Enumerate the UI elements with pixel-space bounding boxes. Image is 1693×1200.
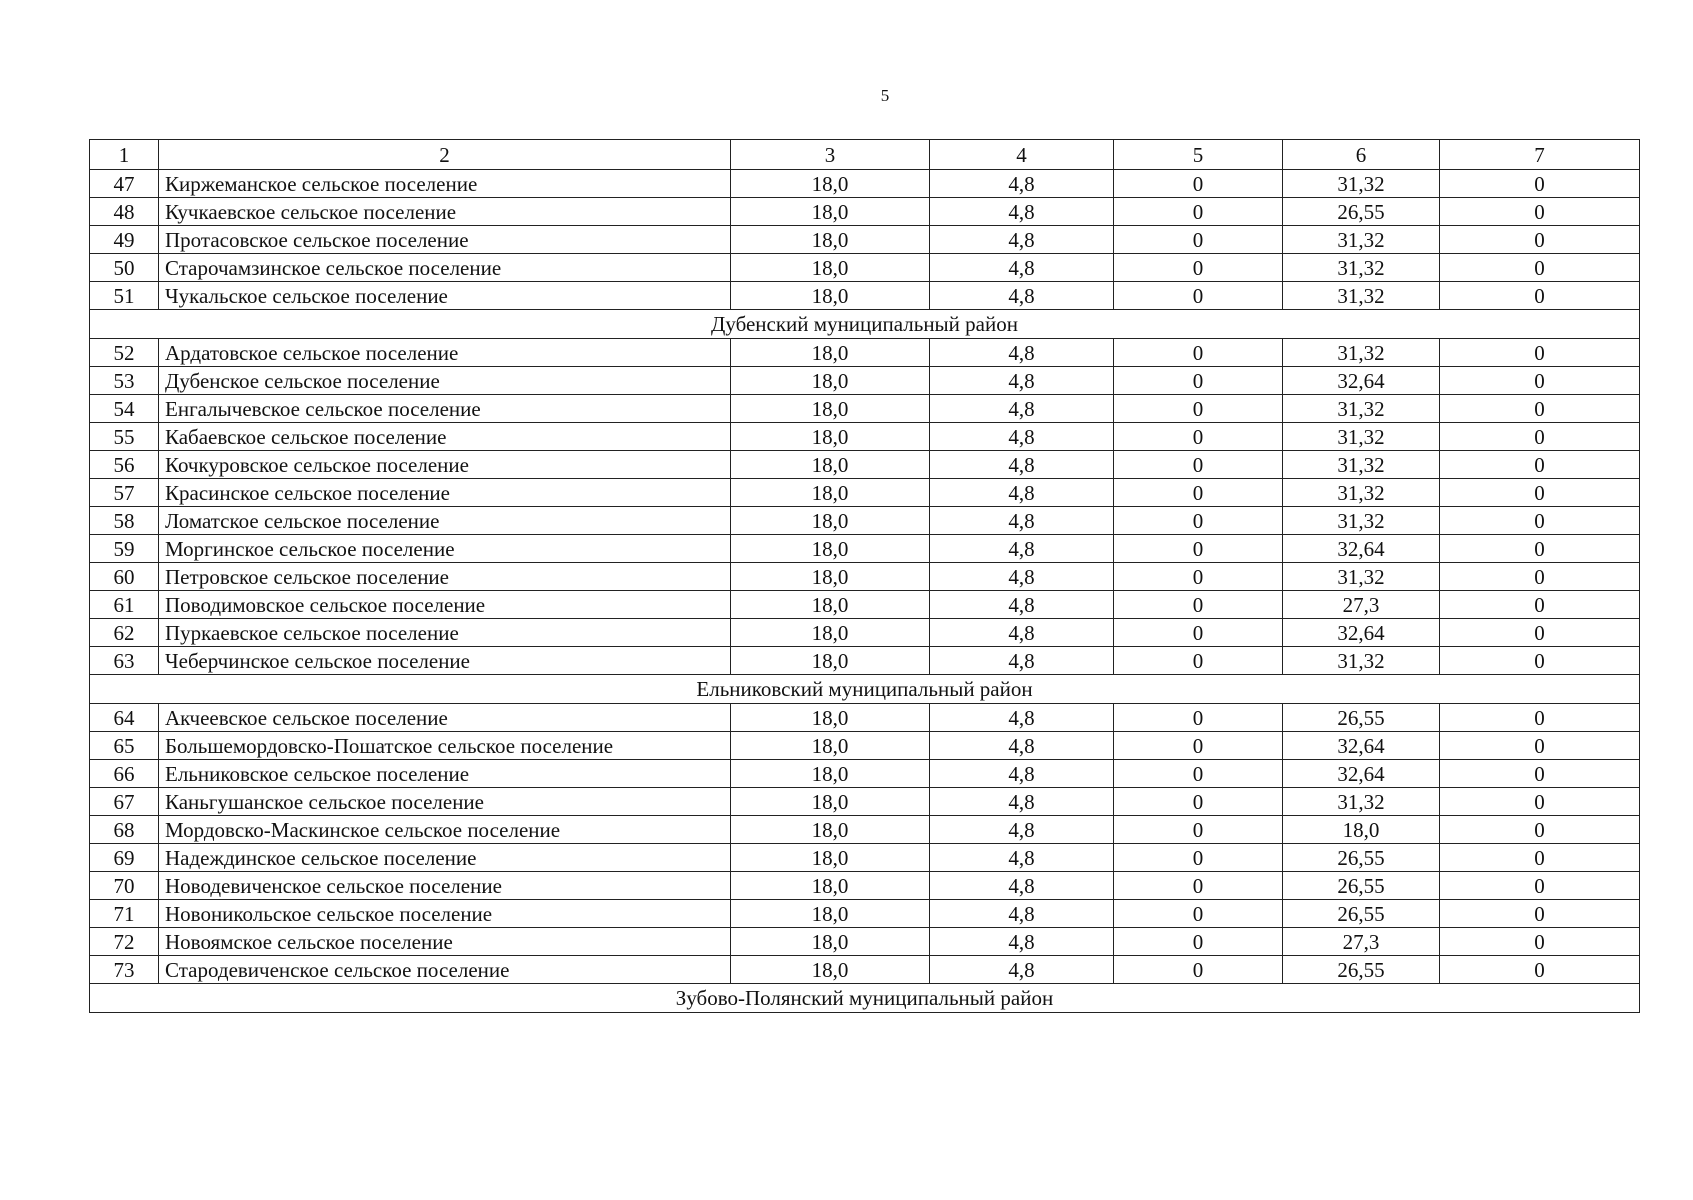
section-title: Ельниковский муниципальный район [90, 675, 1640, 704]
col5-value: 0 [1114, 704, 1283, 732]
col5-value: 0 [1114, 872, 1283, 900]
col6-value: 31,32 [1283, 339, 1440, 367]
row-number: 49 [90, 226, 159, 254]
col4-value: 4,8 [930, 928, 1114, 956]
row-number: 47 [90, 170, 159, 198]
table-row [90, 956, 1640, 984]
col7-value: 0 [1440, 535, 1640, 563]
col6-value: 32,64 [1283, 732, 1440, 760]
col6-value: 32,64 [1283, 619, 1440, 647]
col7-value: 0 [1440, 198, 1640, 226]
col4-value: 4,8 [930, 956, 1114, 984]
col3-value: 18,0 [731, 339, 930, 367]
col3-value: 18,0 [731, 395, 930, 423]
row-number: 53 [90, 367, 159, 395]
table-row [90, 900, 1640, 928]
row-number: 69 [90, 844, 159, 872]
row-number: 66 [90, 760, 159, 788]
col7-value: 0 [1440, 844, 1640, 872]
settlement-name: Стародевиченское сельское поселение [159, 956, 731, 984]
col4-value: 4,8 [930, 704, 1114, 732]
row-number: 48 [90, 198, 159, 226]
col5-value: 0 [1114, 619, 1283, 647]
table-row [90, 816, 1640, 844]
col3-value: 18,0 [731, 535, 930, 563]
col5-value: 0 [1114, 198, 1283, 226]
table-row [90, 844, 1640, 872]
row-number: 64 [90, 704, 159, 732]
col6-value: 26,55 [1283, 844, 1440, 872]
row-number: 67 [90, 788, 159, 816]
col5-value: 0 [1114, 535, 1283, 563]
col4-value: 4,8 [930, 254, 1114, 282]
table-row [90, 282, 1640, 310]
col6-value: 32,64 [1283, 535, 1440, 563]
settlement-name: Новодевиченское сельское поселение [159, 872, 731, 900]
col7-value: 0 [1440, 591, 1640, 619]
col7-value: 0 [1440, 170, 1640, 198]
column-header-row [90, 140, 1640, 170]
col5-value: 0 [1114, 226, 1283, 254]
col7-value: 0 [1440, 563, 1640, 591]
col4-value: 4,8 [930, 732, 1114, 760]
col6-value: 27,3 [1283, 591, 1440, 619]
table-row [90, 170, 1640, 198]
table-row [90, 507, 1640, 535]
col4-value: 4,8 [930, 872, 1114, 900]
data-table [89, 139, 1640, 1013]
settlement-name: Чукальское сельское поселение [159, 282, 731, 310]
col6-value: 26,55 [1283, 900, 1440, 928]
col7-value: 0 [1440, 872, 1640, 900]
col7-value: 0 [1440, 619, 1640, 647]
table-row [90, 732, 1640, 760]
col5-value: 0 [1114, 732, 1283, 760]
col5-value: 0 [1114, 423, 1283, 451]
col5-value: 0 [1114, 339, 1283, 367]
settlement-name: Большемордовско-Пошатское сельское поселение [159, 732, 731, 760]
row-number: 65 [90, 732, 159, 760]
col4-value: 4,8 [930, 507, 1114, 535]
col3-value: 18,0 [731, 788, 930, 816]
row-number: 60 [90, 563, 159, 591]
col6-value: 31,32 [1283, 788, 1440, 816]
col5-value: 0 [1114, 928, 1283, 956]
column-header: 6 [1283, 140, 1440, 170]
col7-value: 0 [1440, 507, 1640, 535]
row-number: 72 [90, 928, 159, 956]
section-header-row [90, 675, 1640, 704]
settlement-name: Кабаевское сельское поселение [159, 423, 731, 451]
settlement-name: Новоямское сельское поселение [159, 928, 731, 956]
col5-value: 0 [1114, 367, 1283, 395]
section-title: Дубенский муниципальный район [90, 310, 1640, 339]
col5-value: 0 [1114, 395, 1283, 423]
settlement-name: Протасовское сельское поселение [159, 226, 731, 254]
col4-value: 4,8 [930, 591, 1114, 619]
settlement-name: Киржеманское сельское поселение [159, 170, 731, 198]
table-row [90, 563, 1640, 591]
settlement-name: Мордовско-Маскинское сельское поселение [159, 816, 731, 844]
col5-value: 0 [1114, 170, 1283, 198]
col5-value: 0 [1114, 507, 1283, 535]
col4-value: 4,8 [930, 563, 1114, 591]
col3-value: 18,0 [731, 451, 930, 479]
settlement-name: Ельниковское сельское поселение [159, 760, 731, 788]
page-number: 5 [880, 86, 890, 105]
col3-value: 18,0 [731, 423, 930, 451]
col3-value: 18,0 [731, 282, 930, 310]
settlement-name: Енгалычевское сельское поселение [159, 395, 731, 423]
col7-value: 0 [1440, 788, 1640, 816]
col7-value: 0 [1440, 732, 1640, 760]
col4-value: 4,8 [930, 479, 1114, 507]
settlement-name: Поводимовское сельское поселение [159, 591, 731, 619]
row-number: 52 [90, 339, 159, 367]
col6-value: 31,32 [1283, 282, 1440, 310]
settlement-name: Петровское сельское поселение [159, 563, 731, 591]
row-number: 51 [90, 282, 159, 310]
settlement-name: Старочамзинское сельское поселение [159, 254, 731, 282]
table-row [90, 591, 1640, 619]
col7-value: 0 [1440, 647, 1640, 675]
section-header-row [90, 984, 1640, 1013]
settlement-name: Красинское сельское поселение [159, 479, 731, 507]
col7-value: 0 [1440, 367, 1640, 395]
row-number: 54 [90, 395, 159, 423]
row-number: 71 [90, 900, 159, 928]
column-header: 3 [731, 140, 930, 170]
col7-value: 0 [1440, 395, 1640, 423]
settlement-name: Ардатовское сельское поселение [159, 339, 731, 367]
col6-value: 26,55 [1283, 872, 1440, 900]
table-row [90, 872, 1640, 900]
settlement-name: Новоникольское сельское поселение [159, 900, 731, 928]
table-row [90, 928, 1640, 956]
table-row [90, 451, 1640, 479]
table-row [90, 647, 1640, 675]
col4-value: 4,8 [930, 339, 1114, 367]
settlement-name: Кочкуровское сельское поселение [159, 451, 731, 479]
col4-value: 4,8 [930, 816, 1114, 844]
table-row [90, 254, 1640, 282]
col4-value: 4,8 [930, 788, 1114, 816]
column-header: 1 [90, 140, 159, 170]
col5-value: 0 [1114, 591, 1283, 619]
row-number: 62 [90, 619, 159, 647]
col7-value: 0 [1440, 423, 1640, 451]
col5-value: 0 [1114, 282, 1283, 310]
col4-value: 4,8 [930, 760, 1114, 788]
col3-value: 18,0 [731, 367, 930, 395]
column-header: 5 [1114, 140, 1283, 170]
table-row [90, 395, 1640, 423]
col7-value: 0 [1440, 928, 1640, 956]
col7-value: 0 [1440, 254, 1640, 282]
col4-value: 4,8 [930, 367, 1114, 395]
settlement-name: Каньгушанское сельское поселение [159, 788, 731, 816]
col3-value: 18,0 [731, 844, 930, 872]
row-number: 56 [90, 451, 159, 479]
col7-value: 0 [1440, 900, 1640, 928]
col7-value: 0 [1440, 339, 1640, 367]
col5-value: 0 [1114, 816, 1283, 844]
col4-value: 4,8 [930, 647, 1114, 675]
col7-value: 0 [1440, 760, 1640, 788]
col5-value: 0 [1114, 647, 1283, 675]
col7-value: 0 [1440, 451, 1640, 479]
settlement-name: Ломатское сельское поселение [159, 507, 731, 535]
col3-value: 18,0 [731, 254, 930, 282]
col6-value: 31,32 [1283, 423, 1440, 451]
col3-value: 18,0 [731, 647, 930, 675]
col5-value: 0 [1114, 760, 1283, 788]
col6-value: 18,0 [1283, 816, 1440, 844]
column-header: 7 [1440, 140, 1640, 170]
row-number: 50 [90, 254, 159, 282]
col3-value: 18,0 [731, 619, 930, 647]
col4-value: 4,8 [930, 170, 1114, 198]
row-number: 58 [90, 507, 159, 535]
col5-value: 0 [1114, 254, 1283, 282]
table-row [90, 367, 1640, 395]
col3-value: 18,0 [731, 591, 930, 619]
col6-value: 31,32 [1283, 479, 1440, 507]
col7-value: 0 [1440, 479, 1640, 507]
table-row [90, 704, 1640, 732]
column-header: 2 [159, 140, 731, 170]
row-number: 59 [90, 535, 159, 563]
col3-value: 18,0 [731, 563, 930, 591]
table-row [90, 760, 1640, 788]
settlement-name: Кучкаевское сельское поселение [159, 198, 731, 226]
section-header-row [90, 310, 1640, 339]
col6-value: 26,55 [1283, 198, 1440, 226]
col3-value: 18,0 [731, 507, 930, 535]
settlement-name: Надеждинское сельское поселение [159, 844, 731, 872]
col6-value: 31,32 [1283, 254, 1440, 282]
row-number: 55 [90, 423, 159, 451]
table-row [90, 535, 1640, 563]
col4-value: 4,8 [930, 282, 1114, 310]
col4-value: 4,8 [930, 451, 1114, 479]
row-number: 70 [90, 872, 159, 900]
col5-value: 0 [1114, 900, 1283, 928]
col3-value: 18,0 [731, 226, 930, 254]
col5-value: 0 [1114, 844, 1283, 872]
col7-value: 0 [1440, 704, 1640, 732]
col5-value: 0 [1114, 451, 1283, 479]
col3-value: 18,0 [731, 170, 930, 198]
settlement-name: Акчеевское сельское поселение [159, 704, 731, 732]
table-row [90, 619, 1640, 647]
col6-value: 31,32 [1283, 451, 1440, 479]
col5-value: 0 [1114, 479, 1283, 507]
col5-value: 0 [1114, 956, 1283, 984]
col3-value: 18,0 [731, 816, 930, 844]
settlement-name: Моргинское сельское поселение [159, 535, 731, 563]
col3-value: 18,0 [731, 198, 930, 226]
table-row [90, 226, 1640, 254]
table-row [90, 423, 1640, 451]
col6-value: 31,32 [1283, 170, 1440, 198]
settlement-name: Пуркаевское сельское поселение [159, 619, 731, 647]
col3-value: 18,0 [731, 479, 930, 507]
col4-value: 4,8 [930, 900, 1114, 928]
table-row [90, 479, 1640, 507]
section-title: Зубово-Полянский муниципальный район [90, 984, 1640, 1013]
row-number: 57 [90, 479, 159, 507]
col6-value: 26,55 [1283, 704, 1440, 732]
col3-value: 18,0 [731, 760, 930, 788]
col4-value: 4,8 [930, 535, 1114, 563]
col3-value: 18,0 [731, 872, 930, 900]
table-row [90, 788, 1640, 816]
col6-value: 31,32 [1283, 563, 1440, 591]
col3-value: 18,0 [731, 704, 930, 732]
col3-value: 18,0 [731, 928, 930, 956]
col6-value: 26,55 [1283, 956, 1440, 984]
col7-value: 0 [1440, 226, 1640, 254]
settlement-name: Дубенское сельское поселение [159, 367, 731, 395]
col7-value: 0 [1440, 956, 1640, 984]
col4-value: 4,8 [930, 198, 1114, 226]
table-row [90, 198, 1640, 226]
col3-value: 18,0 [731, 900, 930, 928]
column-header: 4 [930, 140, 1114, 170]
col4-value: 4,8 [930, 395, 1114, 423]
col7-value: 0 [1440, 282, 1640, 310]
row-number: 63 [90, 647, 159, 675]
col3-value: 18,0 [731, 956, 930, 984]
col5-value: 0 [1114, 788, 1283, 816]
col6-value: 31,32 [1283, 395, 1440, 423]
col4-value: 4,8 [930, 844, 1114, 872]
col6-value: 31,32 [1283, 647, 1440, 675]
col6-value: 31,32 [1283, 226, 1440, 254]
col6-value: 31,32 [1283, 507, 1440, 535]
col6-value: 32,64 [1283, 367, 1440, 395]
col4-value: 4,8 [930, 226, 1114, 254]
row-number: 73 [90, 956, 159, 984]
col6-value: 32,64 [1283, 760, 1440, 788]
col7-value: 0 [1440, 816, 1640, 844]
col6-value: 27,3 [1283, 928, 1440, 956]
col4-value: 4,8 [930, 423, 1114, 451]
row-number: 61 [90, 591, 159, 619]
row-number: 68 [90, 816, 159, 844]
col5-value: 0 [1114, 563, 1283, 591]
col4-value: 4,8 [930, 619, 1114, 647]
table-row [90, 339, 1640, 367]
col3-value: 18,0 [731, 732, 930, 760]
settlement-name: Чеберчинское сельское поселение [159, 647, 731, 675]
